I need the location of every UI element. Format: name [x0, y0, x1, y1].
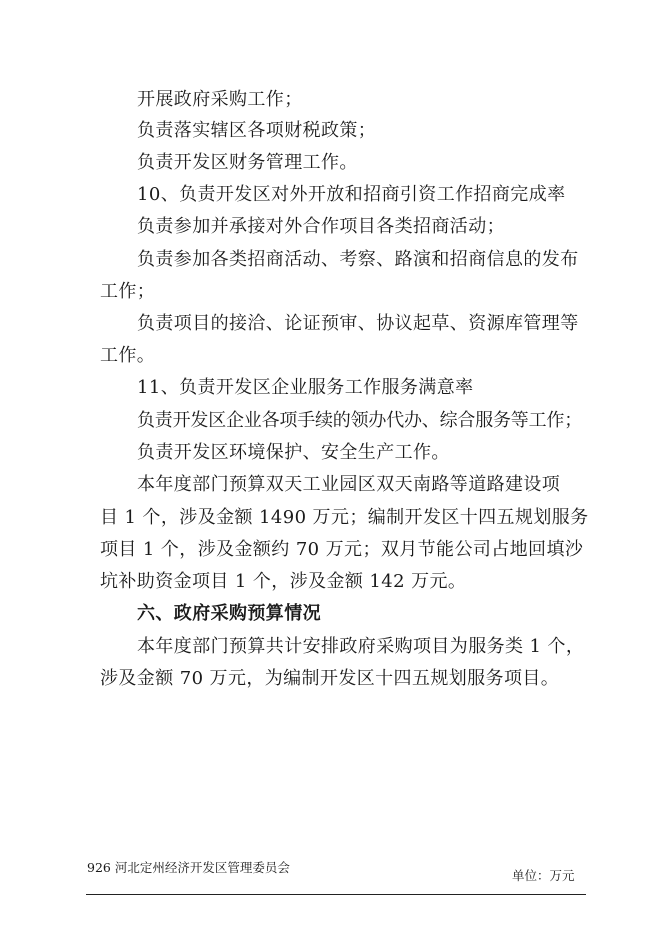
paragraph-line: 涉及金额 70 万元，为编制开发区十四五规划服务项目。	[100, 668, 560, 689]
paragraph-line: 本年度部门预算双天工业园区双天南路等道路建设项	[137, 474, 561, 495]
footer-unit-name: 926 河北定州经济开发区管理委员会	[87, 860, 290, 875]
paragraph-line: 开展政府采购工作；	[137, 89, 303, 110]
paragraph-line: 坑补助资金项目 1 个，涉及金额 142 万元。	[100, 571, 467, 592]
paragraph-line: 项目 1 个，涉及金额约 70 万元；双月节能公司占地回填沙	[100, 539, 584, 560]
paragraph-line: 负责开发区环境保护、安全生产工作。	[137, 442, 450, 463]
paragraph-line: 目 1 个，涉及金额 1490 万元；编制开发区十四五规划服务	[100, 507, 589, 528]
footer-unit-label: 单位：万元	[512, 868, 575, 883]
item-heading-11: 11、负责开发区企业服务工作服务满意率	[137, 377, 474, 398]
paragraph-line: 负责开发区财务管理工作。	[137, 152, 358, 173]
paragraph-line: 本年度部门预算共计安排政府采购项目为服务类 1 个，	[137, 636, 585, 657]
item-heading-10: 10、负责开发区对外开放和招商引资工作招商完成率	[137, 184, 566, 205]
paragraph-line: 工作；	[100, 281, 156, 302]
paragraph-line: 负责项目的接洽、论证预审、协议起草、资源库管理等	[137, 313, 579, 334]
paragraph-line: 负责参加并承接对外合作项目各类招商活动；	[137, 216, 505, 237]
footer-divider	[86, 894, 586, 895]
paragraph-line: 负责开发区企业各项手续的领办代办、综合服务等工作；	[137, 410, 582, 431]
paragraph-line: 负责落实辖区各项财税政策；	[137, 120, 377, 141]
section-heading: 六、政府采购预算情况	[137, 603, 321, 624]
paragraph-line: 负责参加各类招商活动、考察、路演和招商信息的发布	[137, 249, 579, 270]
paragraph-line: 工作。	[100, 345, 156, 366]
